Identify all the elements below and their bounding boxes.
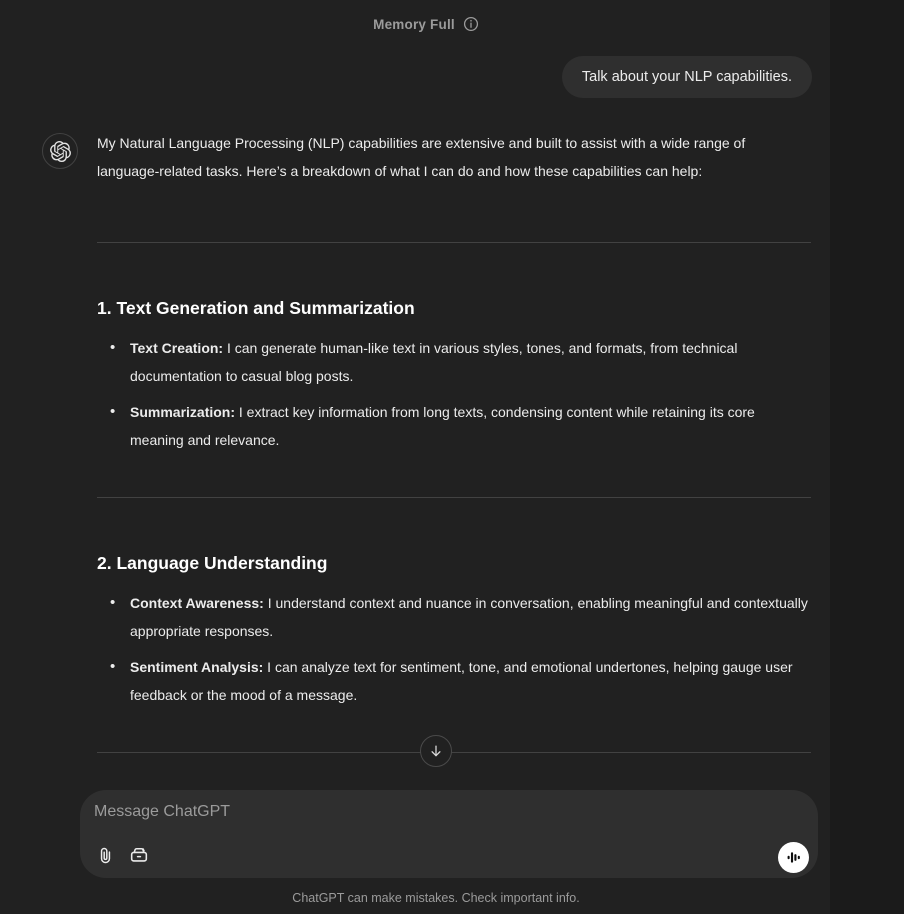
divider [97, 497, 811, 498]
assistant-message [97, 129, 811, 753]
divider [97, 242, 811, 243]
user-message-bubble [562, 56, 812, 98]
assistant-intro-paragraph: My Natural Language Processing (NLP) capabilities are extensive and built to assist with a wide range of language-related tasks. Here’s a breakdown of what I can do and how these capabilities can help: [97, 135, 746, 179]
memory-status-bar [0, 13, 852, 35]
voice-mode-button[interactable] [778, 842, 809, 873]
list-item-lead: Context Awareness: [130, 595, 264, 611]
list-item-lead: Text Creation: [130, 340, 224, 356]
paperclip-icon [95, 845, 116, 866]
disclaimer-text: ChatGPT can make mistakes. Check important info. [292, 891, 580, 905]
scroll-to-bottom-button[interactable] [420, 735, 452, 767]
assistant-avatar [42, 133, 78, 169]
divider [97, 752, 811, 753]
list-item-text: I can analyze text for sentiment, tone, and emotional undertones, helping gauge user feedback or the mood of a message. [130, 659, 793, 703]
list-item [97, 334, 811, 390]
section-2-list [97, 589, 811, 709]
list-item-lead: Sentiment Analysis: [130, 659, 264, 675]
memory-status-label: Memory Full [373, 16, 455, 32]
user-message-text: Talk about your NLP capabilities. [581, 68, 792, 85]
section-heading-1: 1. Text Generation and Summarization [97, 298, 415, 318]
list-item [97, 653, 811, 709]
section-1-list [97, 334, 811, 454]
attach-button[interactable] [92, 842, 118, 868]
arrow-down-icon [427, 742, 445, 760]
section-heading-2: 2. Language Understanding [97, 553, 328, 573]
info-icon[interactable] [463, 16, 479, 32]
list-item [97, 398, 811, 454]
list-item-text: I can generate human-like text in various styles, tones, and formats, from technical documentation to casual blog posts. [130, 340, 738, 384]
message-input[interactable] [94, 799, 654, 825]
list-item [97, 589, 811, 645]
toolbox-icon [128, 844, 150, 866]
voice-waveform-icon [785, 849, 802, 866]
toolbox-button[interactable] [126, 842, 152, 868]
message-composer[interactable] [80, 790, 818, 878]
right-edge-shade [830, 0, 904, 914]
openai-logo-icon [50, 141, 71, 162]
list-item-text: I understand context and nuance in conversation, enabling meaningful and contextually appropriate responses. [130, 595, 808, 639]
list-item-text: I extract key information from long texts, condensing content while retaining its core meaning and relevance. [130, 404, 755, 448]
list-item-lead: Summarization: [130, 404, 236, 420]
